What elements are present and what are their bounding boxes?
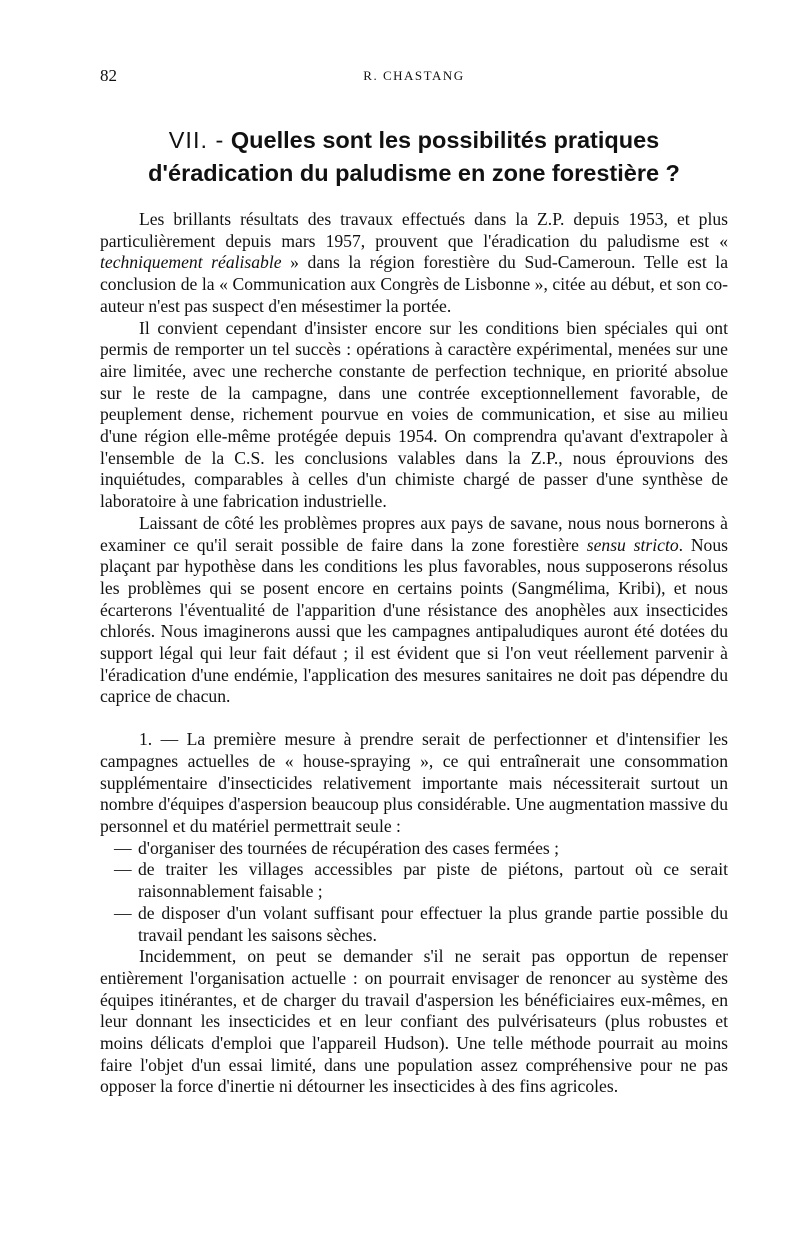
paragraph-1-emphasis: techniquement réalisable	[100, 252, 282, 273]
list-item-text: de disposer d'un volant suffisant pour effectuer la plus grande partie possible du travail pendant les saisons sèches.	[138, 902, 728, 945]
list-item	[100, 838, 728, 860]
paragraph-3-emphasis: sensu stricto	[586, 534, 679, 555]
running-head	[100, 66, 728, 88]
paragraph-1-text-end: » dans la région forestière du Sud-Cameroun. Telle est la conclusion de la « Communication aux Congrès de Lisbonne », citée au début, et son co-auteur n'est pas suspect d'en mésestimer la portée.	[100, 252, 729, 316]
list-dash: —	[114, 902, 132, 923]
list-dash: —	[114, 837, 132, 858]
paragraph-4-numbered: 1. — La première mesure à prendre serait de perfectionner et d'intensifier les campagnes actuelles de « house-spraying », ce qui entraînerait une consommation supplémentaire d'insecticides relativement importante mais nécessiterait surtout un nombre d'équipes d'aspersion beaucoup plus considérable. Une augmentation massive du personnel et du matériel permettrait seule :	[100, 729, 728, 836]
paragraph-3-text-end: . Nous plaçant par hypothèse dans les conditions les plus favorables, nous supposerons résolus les problèmes qui se posent encore en certains points (Sangmélima, Kribi), et nous écarterons l'éventualité de l'apparition d'une résistance des anophèles aux insecticides chlorés. Nous imaginerons aussi que les campagnes antipaludiques auront été dotées du support légal qui leur fait défaut ; il est évident que si l'on veut réellement parvenir à l'éradication d'une endémie, l'application des mesures sanitaires ne doit pas dépendre du caprice de chacun.	[100, 534, 728, 707]
running-head-author: R. CHASTANG	[363, 68, 465, 83]
paragraph-3-text: Laissant de côté les problèmes propres aux pays de savane, nous nous bornerons à examiner ce qu'il serait possible de faire dans la zone forestière	[100, 512, 728, 555]
paragraph-3	[100, 513, 728, 708]
body-text	[100, 209, 728, 1098]
list-item-text: d'organiser des tournées de récupération des cases fermées ;	[138, 837, 560, 858]
list-item	[100, 859, 728, 902]
measures-list	[100, 838, 728, 947]
paragraph-1-text: Les brillants résultats des travaux effectués dans la Z.P. depuis 1953, et plus particulièrement depuis mars 1957, prouvent que l'éradication du paludisme est «	[100, 209, 728, 251]
section-title	[100, 124, 728, 190]
paragraph-1	[100, 209, 728, 318]
section-title-text: Quelles sont les possibilités pratiques d'éradication du paludisme en zone forestière ?	[148, 127, 680, 186]
paragraph-2: Il convient cependant d'insister encore sur les conditions bien spéciales qui ont permis de remporter un tel succès : opérations à caractère expérimental, menées sur une aire limitée, avec une recherche constante de perfection technique, en priorité absolue sur le reste de la campagne, dans une contrée exceptionnellement favorable, de peuplement dense, richement pourvue en voies de communication, et sise au milieu d'une région elle-même protégée depuis 1954. On comprendra qu'avant d'extrapoler à l'ensemble de la C.S. les conclusions valables dans la Z.P., nous éprouvions des inquiétudes, comparables à celles d'un chimiste chargé de passer d'une synthèse de laboratoire à une fabrication industrielle.	[100, 317, 728, 512]
section-numeral: VII. -	[168, 127, 225, 153]
page-number: 82	[100, 66, 117, 85]
paragraph-5: Incidemment, on peut se demander s'il ne serait pas opportun de repenser entièrement l'organisation actuelle : on pourrait envisager de renoncer au système des équipes itinérantes, et de charger du travail d'aspersion les bénéficiaires eux-mêmes, en leur donnant les insecticides et en leur confiant des pulvérisateurs (plus robustes et moins délicats d'emploi que l'appareil Hudson). Une telle méthode pourrait au moins faire l'objet d'un essai limité, dans une population assez compréhensive pour ne pas opposer la force d'inertie ni détourner les insecticides à des fins agricoles.	[100, 946, 728, 1097]
list-item	[100, 903, 728, 946]
list-dash: —	[114, 859, 132, 880]
list-item-text: de traiter les villages accessibles par piste de piétons, partout où ce serait raisonnablement faisable ;	[138, 859, 728, 902]
